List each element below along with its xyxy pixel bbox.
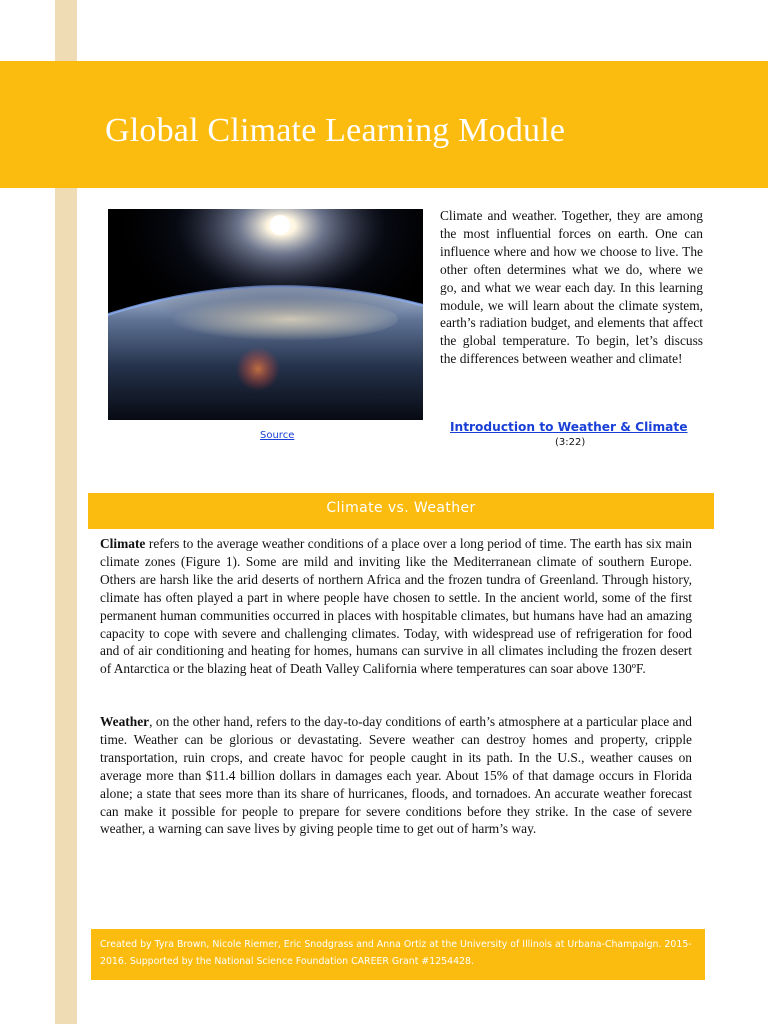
section-title: Climate vs. Weather <box>326 500 476 516</box>
section-header-banner <box>88 493 714 529</box>
climate-paragraph <box>100 535 692 678</box>
weather-term: Weather <box>100 714 150 729</box>
footer-credits: Created by Tyra Brown, Nicole Riemer, Eric Snodgrass and Anna Ortiz at the University of Illinois at Urbana-Champaign. 2015-2016. Supported by the National Science Foundation CAREER Grant #1254428. <box>100 939 692 967</box>
weather-definition: , on the other hand, refers to the day-to-day conditions of earth’s atmosphere at a particular place and time. Weather can be glorious or devastating. Severe weather can destroy homes and property, cripple transportation, ruin crops, and create havoc for people caught in its path. In the U.S., weather causes on average more than $11.4 billion dollars in damages each year. About 15% of that damage occurs in Florida alone; a state that sees more than its share of hurricanes, floods, and tornadoes. An accurate weather forecast can make it possible for people to prepare for severe conditions before they strike. In the case of severe weather, a warning can save lives by giving people time to get out of harm’s way. <box>100 714 692 837</box>
climate-term: Climate <box>100 536 146 551</box>
footer-banner <box>91 929 705 980</box>
climate-definition: refers to the average weather conditions of a place over a long period of time. The earth has six main climate zones (Figure 1). Some are mild and inviting like the Mediterranean climate of southern Europe. Others are harsh like the arid deserts of northern Africa and the frozen tundra of Greenland. Through history, climate has often played a part in where people have chosen to settle. In the ancient world, some of the first permanent human communities occurred in places with hospitable climates, but humans have had an amazing capacity to cope with severe and challenging climates. Today, with widespread use of refrigeration for food and of air conditioning and heating for homes, humans can survive in all climates including the frozen desert of Antarctica or the blazing heat of Death Valley California where temperatures can soar above 130ºF. <box>100 536 692 677</box>
page-title: Global Climate Learning Module <box>105 112 566 149</box>
video-duration: (3:22) <box>555 437 586 448</box>
source-link[interactable]: Source <box>260 430 295 441</box>
earth-from-space-image <box>108 209 423 420</box>
intro-paragraph: Climate and weather. Together, they are among the most influential forces on earth. One can influence where and how we choose to live. The other often determines what we do, where we go, and what we wear each day. In this learning module, we will learn about the climate system, earth’s radiation budget, and elements that affect the global temperature. To begin, let’s discuss the differences between weather and climate! <box>440 208 703 367</box>
intro-video-link[interactable]: Introduction to Weather & Climate <box>450 420 688 434</box>
earth-photo <box>108 209 423 420</box>
weather-paragraph <box>100 713 692 838</box>
